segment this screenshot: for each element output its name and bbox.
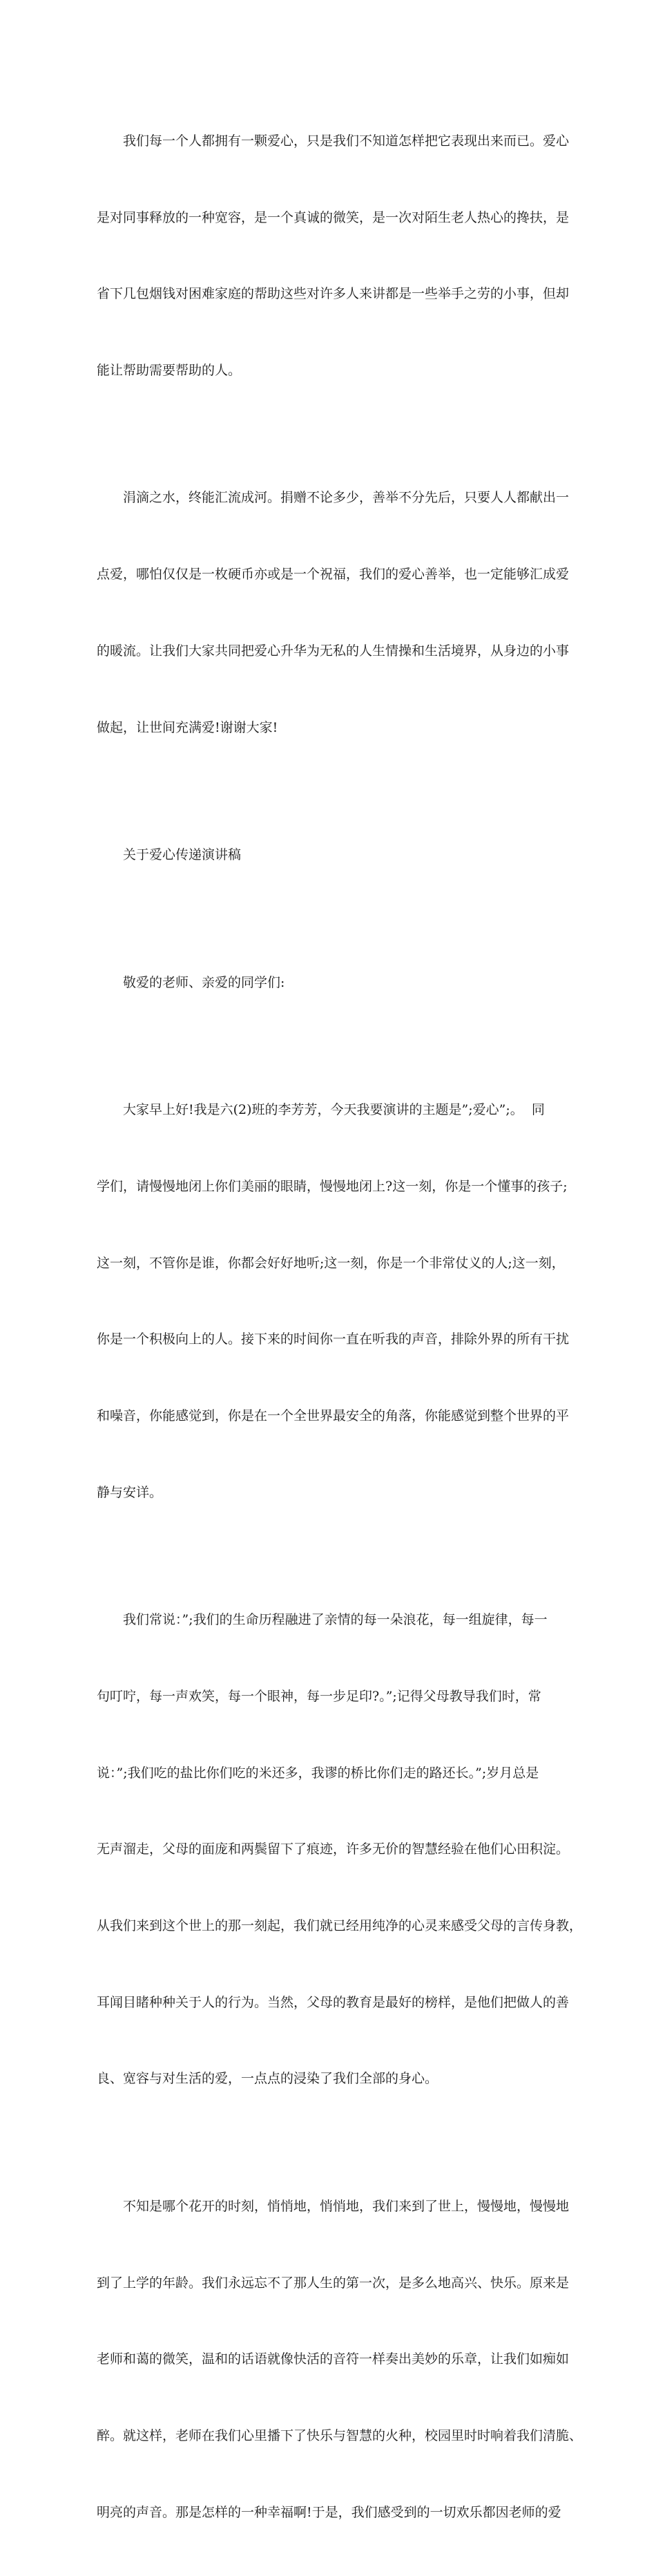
speech-title <box>97 791 563 919</box>
text-line: 从我们来到这个世上的那一刻起，我们就已经用纯净的心灵来感受父母的言传身教， <box>97 1917 583 1933</box>
text-line: 的暖流。让我们大家共同把爱心升华为无私的人生情操和生活境界，从身边的小事 <box>97 643 570 659</box>
text-line: 静与安详。 <box>97 1484 163 1500</box>
text-line: 做起，让世间充满爱!谢谢大家! <box>97 719 278 735</box>
text-line: 无声溜走，父母的面庞和两鬓留下了痕迹，许多无价的智慧经验在他们心田积淀。 <box>97 1841 570 1857</box>
text-line: 说：”;我们吃的盐比你们吃的米还多，我谬的桥比你们走的路还长。”;岁月总是 <box>97 1765 539 1781</box>
text-line: 不知是哪个花开的时刻，悄悄地，悄悄地，我们来到了世上，慢慢地，慢慢地 <box>123 2198 570 2214</box>
paragraph-love-heart <box>97 77 570 435</box>
text-line: 耳闻目睹种种关于人的行为。当然，父母的教育是最好的榜样，是他们把做人的善 <box>97 1994 570 2010</box>
text-line: 大家早上好!我是六(2)班的李芳芳，今天我要演讲的主题是”;爱心”;。 同 <box>123 1102 545 1118</box>
text-line: 点爱，哪怕仅仅是一枚硬币亦或是一个祝福，我们的爱心善举，也一定能够汇成爱 <box>97 567 570 583</box>
document-body <box>97 77 583 2576</box>
text-line: 我们每一个人都拥有一颗爱心，只是我们不知道怎样把它表现出来而已。爱心 <box>123 133 570 149</box>
salutation-line: 敬爱的老师、亲爱的同学们: <box>123 974 285 990</box>
text-line: 这一刻，不管你是谁，你都会好好地听;这一刻，你是一个非常仗义的人;这一刻， <box>97 1255 565 1271</box>
text-line: 到了上学的年龄。我们永远忘不了那人生的第一次，是多么地高兴、快乐。原来是 <box>97 2275 570 2291</box>
paragraph-flower-blooming <box>97 2143 583 2576</box>
text-line: 句叮咛，每一声欢笑，每一个眼神，每一步足印?。”;记得父母教导我们时，常 <box>97 1688 541 1704</box>
text-line: 老师和蔼的微笑，温和的话语就像快活的音符一样奏出美妙的乐章，让我们如痴如 <box>97 2351 570 2367</box>
text-line: 是对同事释放的一种宽容，是一个真诚的微笑，是一次对陌生老人热心的搀扶，是 <box>97 209 570 225</box>
text-line: 我们常说：”;我们的生命历程融进了亲情的每一朵浪花，每一组旋律，每一 <box>123 1612 548 1628</box>
speech-salutation <box>97 919 563 1047</box>
text-line: 和噪音，你能感觉到，你是在一个全世界最安全的角落，你能感觉到整个世界的平 <box>97 1408 570 1423</box>
paragraph-good-morning <box>97 1046 570 1556</box>
text-line: 你是一个积极向上的人。接下来的时间你一直在听我的声音，排除外界的所有干扰 <box>97 1332 570 1347</box>
text-line: 涓滴之水，终能汇流成河。捐赠不论多少，善举不分先后，只要人人都献出一 <box>123 490 570 506</box>
text-line: 能让帮助需要帮助的人。 <box>97 362 242 378</box>
heading-line: 关于爱心传递演讲稿 <box>123 847 242 863</box>
text-line: 良、宽容与对生活的爱，一点点的浸染了我们全部的身心。 <box>97 2071 438 2087</box>
text-line: 醉。就这样，老师在我们心里播下了快乐与智慧的火种，校园里时时响着我们清脆、 <box>97 2427 583 2443</box>
paragraph-we-often-say <box>97 1556 583 2143</box>
paragraph-drops-of-water <box>97 435 570 792</box>
text-line: 学们，请慢慢地闭上你们美丽的眼睛，慢慢地闭上?这一刻，你是一个懂事的孩子; <box>97 1178 568 1194</box>
text-line: 省下几包烟钱对困难家庭的帮助这些对许多人来讲都是一些举手之劳的小事，但却 <box>97 286 570 302</box>
text-line: 明亮的声音。那是怎样的一种幸福啊!于是，我们感受到的一切欢乐都因老师的爱 <box>97 2504 561 2520</box>
